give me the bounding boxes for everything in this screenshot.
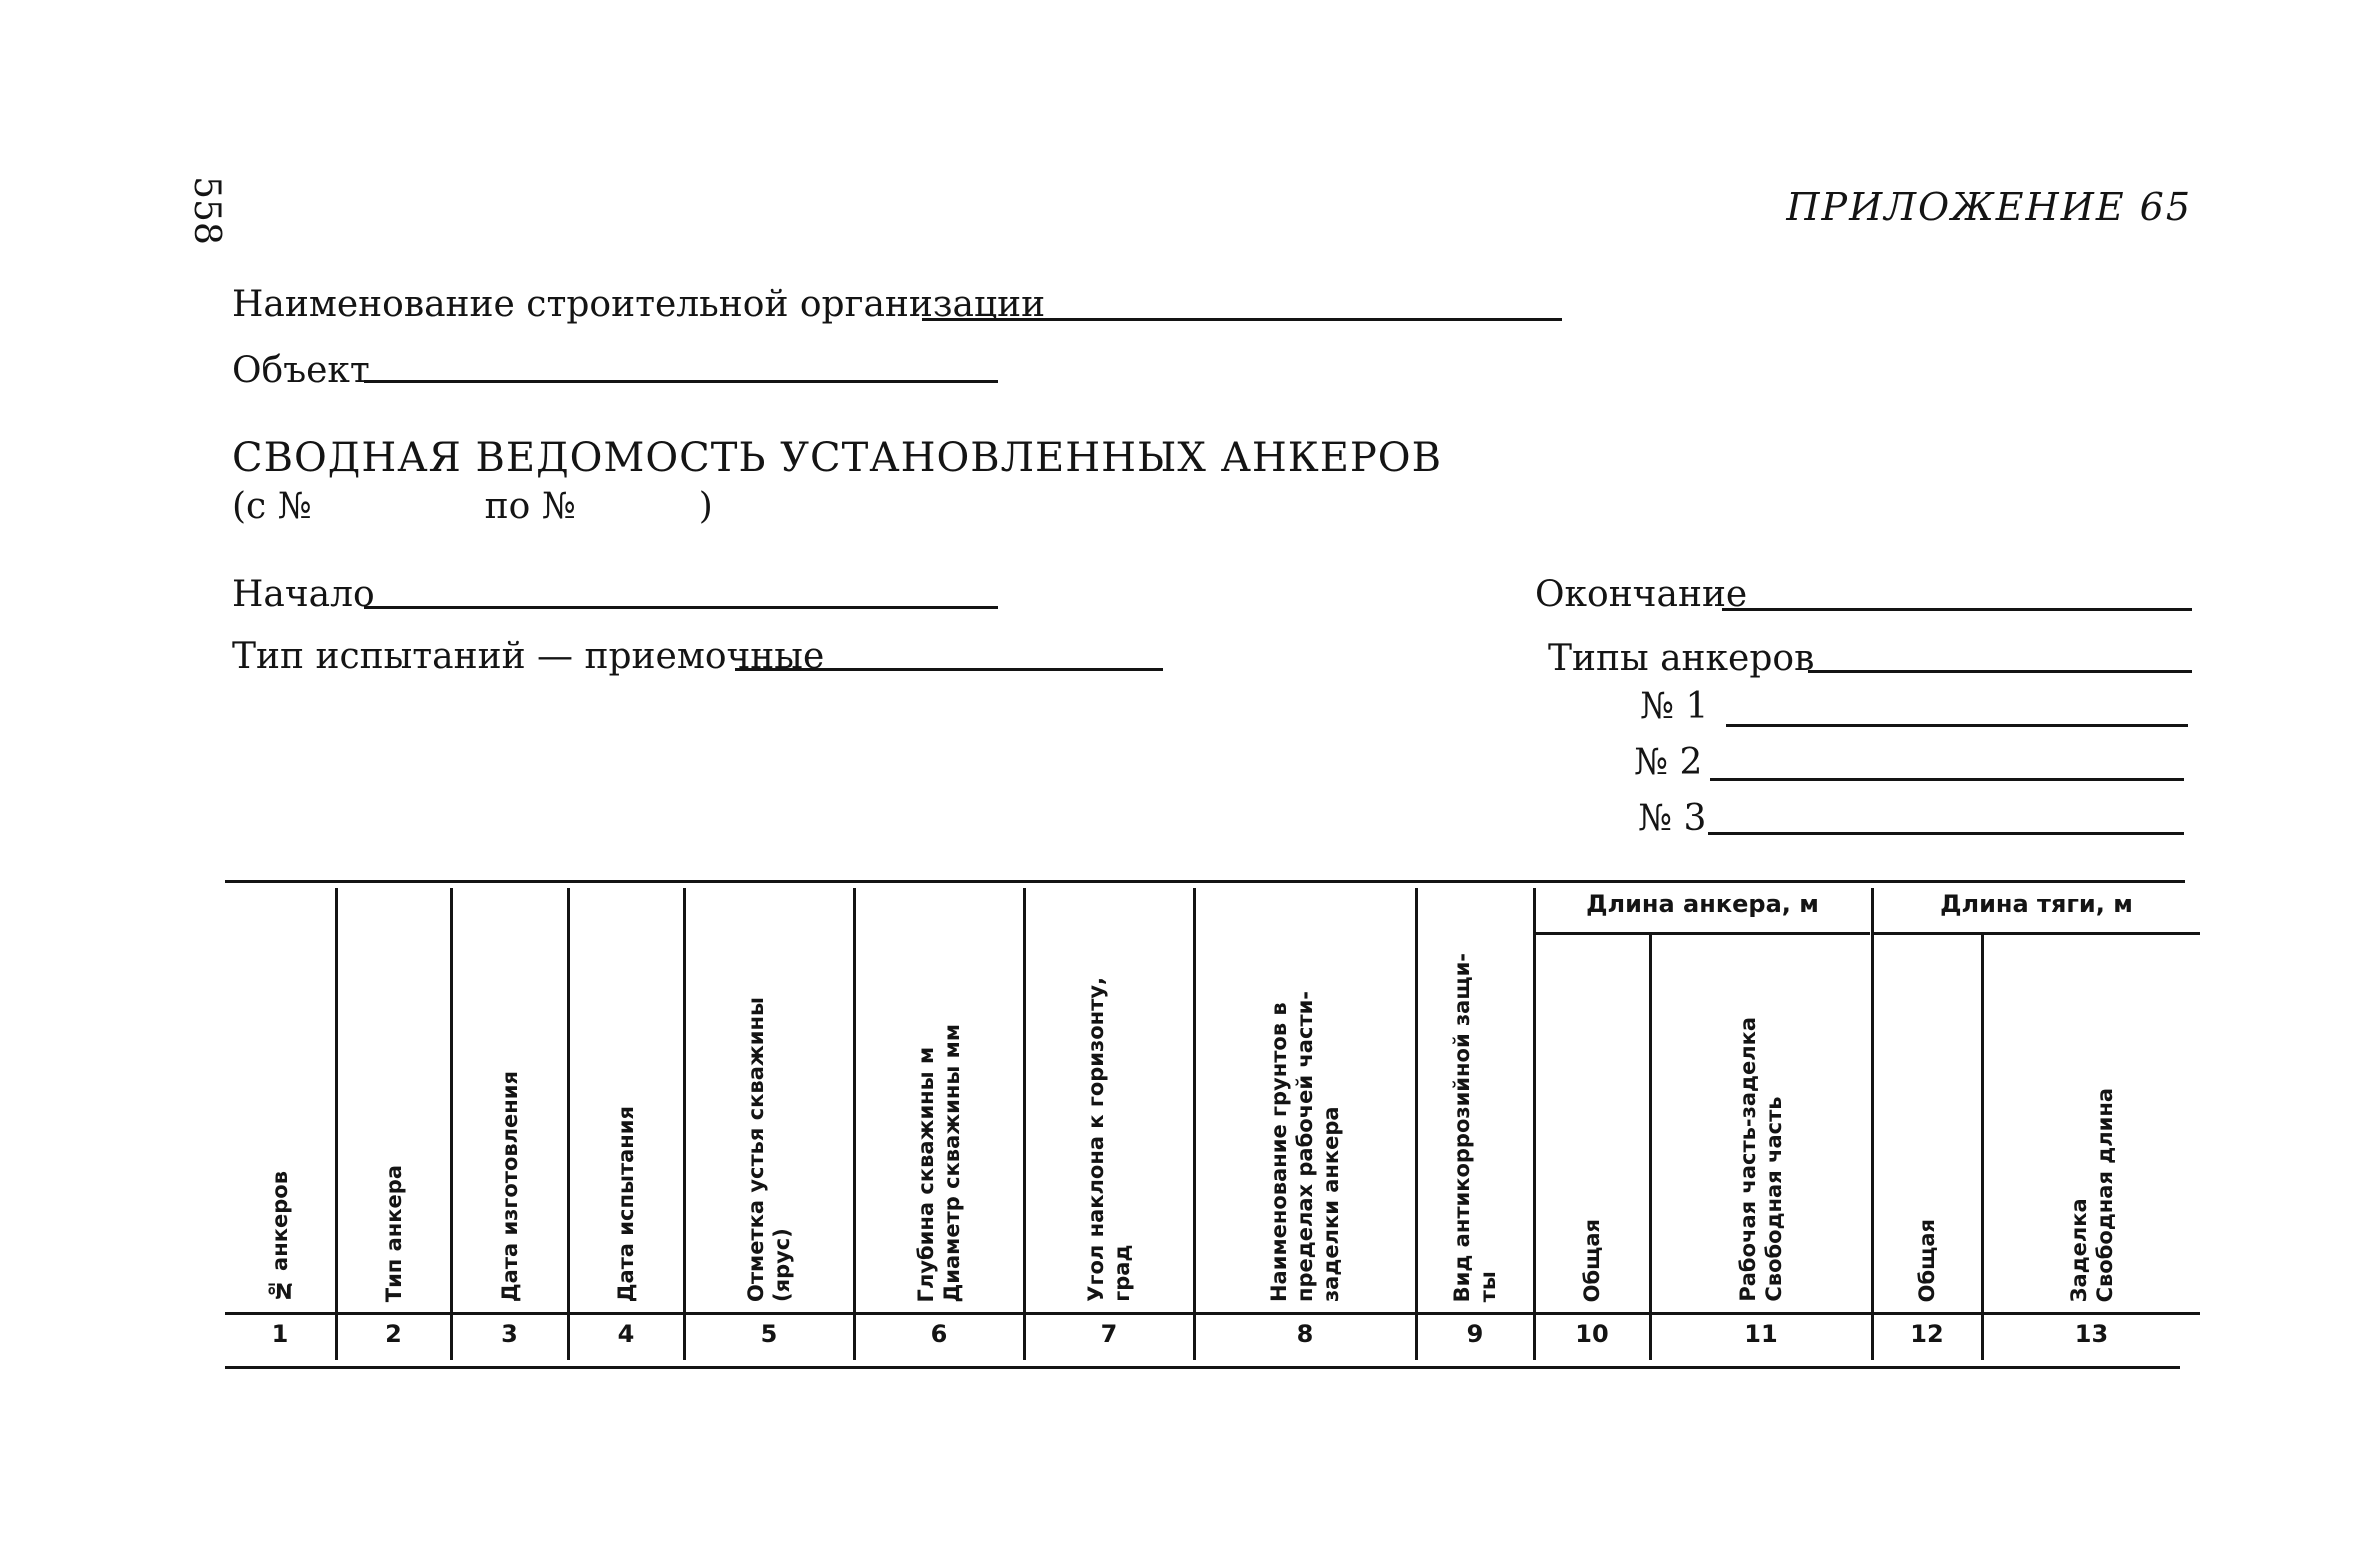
col-header-5-text: Отметка устья скважины (ярус) — [744, 997, 794, 1302]
anchor-type-2-blank[interactable] — [1710, 778, 2184, 781]
organization-blank[interactable] — [922, 318, 1562, 321]
col-header-10-text: Общая — [1580, 1218, 1604, 1302]
col-header-1 — [225, 890, 335, 1302]
document-title: СВОДНАЯ ВЕДОМОСТЬ УСТАНОВЛЕННЫХ АНКЕРОВ — [232, 435, 1442, 481]
group-rule-anchor — [1535, 932, 1870, 935]
table-top-rule — [225, 880, 2185, 883]
end-blank[interactable] — [1722, 608, 2192, 611]
object-blank[interactable] — [364, 380, 998, 383]
col-header-11 — [1651, 940, 1871, 1302]
col-header-6 — [855, 890, 1023, 1302]
col-header-9 — [1417, 890, 1533, 1302]
group-header-rod-length: Длина тяги, м — [1940, 890, 2133, 918]
anchor-types-label: Типы анкеров — [1548, 638, 1815, 679]
group-rule-rod — [1873, 932, 2200, 935]
col-header-3-text: Дата изготовления — [497, 1070, 522, 1302]
col-number-8: 8 — [1296, 1320, 1314, 1348]
col-number-5: 5 — [760, 1320, 778, 1348]
start-label: Начало — [232, 574, 375, 615]
col-number-7: 7 — [1100, 1320, 1118, 1348]
col-number-9: 9 — [1466, 1320, 1484, 1348]
col-header-12 — [1873, 940, 1981, 1302]
organization-label: Наименование строительной организации — [232, 284, 1046, 325]
col-header-7-text: Угол наклона к горизонту, град — [1084, 977, 1134, 1302]
col-number-2: 2 — [385, 1320, 402, 1348]
anchor-types-blank[interactable] — [1808, 670, 2192, 673]
col-header-7 — [1025, 890, 1193, 1302]
range-open: (с № — [232, 486, 312, 527]
col-number-13: 13 — [2074, 1320, 2109, 1348]
table-bottom-rule — [225, 1366, 2180, 1369]
anchor-table — [225, 880, 2200, 1370]
col-number-3: 3 — [501, 1320, 518, 1348]
col-header-8 — [1195, 890, 1415, 1302]
page-number: 558 — [185, 176, 227, 245]
group-header-anchor-length: Длина анкера, м — [1586, 890, 1819, 918]
anchor-type-2-label: № 2 — [1634, 742, 1703, 783]
col-number-4: 4 — [617, 1320, 635, 1348]
anchor-type-1-label: № 1 — [1640, 686, 1709, 727]
col-header-11-text: Рабочая часть-заделка Свободная часть — [1736, 1017, 1786, 1302]
test-type-label: Тип испытаний — приемочные — [232, 636, 825, 677]
range-close: ) — [698, 486, 713, 527]
col-number-6: 6 — [930, 1320, 948, 1348]
appendix-label: ПРИЛОЖЕНИЕ 65 — [1786, 185, 2192, 229]
col-header-6-text: Глубина скважины м Диаметр скважины мм — [914, 1023, 964, 1302]
col-header-2-text: Тип анкера — [381, 1164, 406, 1302]
col-header-4-text: Дата испытания — [614, 1105, 638, 1302]
col-header-1-text: № анкеров — [268, 1170, 292, 1302]
object-label: Объект — [232, 350, 370, 391]
anchor-type-3-blank[interactable] — [1708, 832, 2184, 835]
col-header-10 — [1535, 940, 1649, 1302]
table-header-rule — [225, 1312, 2200, 1315]
test-type-blank[interactable] — [735, 668, 1163, 671]
col-header-8-text: Наименование грунтов в пределах рабочей части- заделки анкера — [1267, 990, 1343, 1302]
col-header-5 — [685, 890, 853, 1302]
col-header-13-text: Заделка Свободная длина — [2066, 1087, 2117, 1302]
end-label: Окончание — [1535, 574, 1748, 615]
anchor-type-1-blank[interactable] — [1726, 724, 2188, 727]
col-header-12-text: Общая — [1915, 1218, 1939, 1302]
anchor-type-3-label: № 3 — [1638, 798, 1707, 839]
col-number-12: 12 — [1910, 1320, 1944, 1348]
col-number-1: 1 — [271, 1320, 289, 1348]
range-middle: по № — [484, 486, 576, 527]
col-header-13 — [1983, 940, 2200, 1302]
col-number-11: 11 — [1744, 1320, 1778, 1348]
start-blank[interactable] — [364, 606, 998, 609]
col-header-9-text: Вид антикоррозийной защи- ты — [1450, 952, 1500, 1302]
col-header-2 — [337, 890, 450, 1302]
col-number-10: 10 — [1575, 1320, 1609, 1348]
col-header-4 — [569, 890, 683, 1302]
col-header-3 — [452, 890, 567, 1302]
number-range — [232, 486, 713, 527]
